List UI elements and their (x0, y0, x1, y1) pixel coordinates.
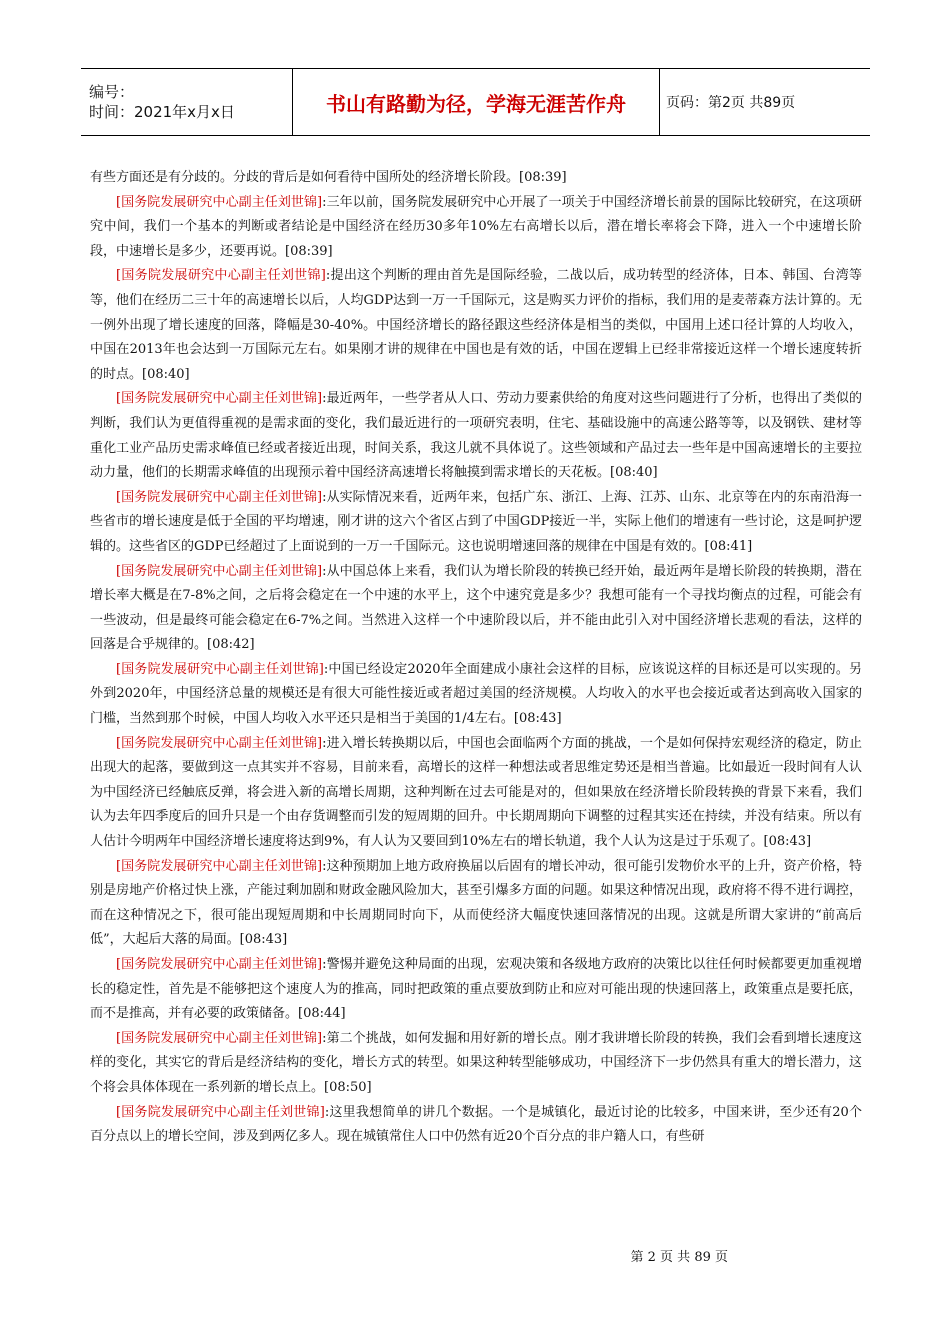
header-page (660, 69, 870, 135)
paragraph-text: :警惕并避免这种局面的出现，宏观决策和各级地方政府的决策比以往任何时候都要更加重视增长的稳定性，首先是不能够把这个速度人为的推高，同时把政策的重点要放到防止和应对可能出现的快速回落上，政策重点是要托底，而不是推高，并有必要的政策储备。[08:44] (90, 957, 862, 1022)
paragraph-text: :三年以前，国务院发展研究中心开展了一项关于中国经济增长前景的国际比较研究，在这项研究中间，我们一个基本的判断或者结论是中国经济在经历30多年10%左右高增长以后，潜在增长率将会下降，进入一个中速增长阶段，中速增长是多少，还要再说。[08:39] (90, 194, 862, 259)
paragraph (90, 387, 862, 485)
speaker-label: [国务院发展研究中心副主任刘世锦] (116, 957, 323, 972)
speaker-label: [国务院发展研究中心副主任刘世锦] (116, 391, 323, 407)
motto-text: 书山有路勤为径，学海无涯苦作舟 (326, 91, 626, 116)
header-motto (293, 69, 660, 135)
header-meta (81, 69, 293, 135)
paragraph-text: :这里我想简单的讲几个数据。一个是城镇化，最近讨论的比较多，中国来讲，至少还有20个百分点以上的增长空间，涉及到两亿多人。现在城镇常住人口中仍然有近20个百分点的非户籍人口，有些研 (90, 1104, 862, 1145)
paragraph-text: :从实际情况来看，近两年来，包括广东、浙江、上海、江苏、山东、北京等在内的东南沿海一些省市的增长速度是低于全国的平均增速，刚才讲的这六个省区占到了中国GDP接近一半，实际上他们的增速有一些讨论，这是呵护逻辑的。这些省区的GDP已经超过了上面说到的一万一千国际元。这也说明增速回落的规律在中国是有效的。[08:41] (90, 489, 862, 554)
speaker-label: [国务院发展研究中心副主任刘世锦] (116, 194, 323, 210)
speaker-label: [国务院发展研究中心副主任刘世锦] (116, 268, 326, 284)
page-label: 页码：第2页 共89页 (666, 95, 796, 111)
paragraph (90, 1027, 862, 1101)
speaker-label: [国务院发展研究中心副主任刘世锦] (116, 1030, 323, 1046)
document-body (90, 166, 862, 1150)
page-footer (0, 1246, 950, 1265)
paragraph-text: 有些方面还是有分歧的。分歧的背后是如何看待中国所处的经济增长阶段。[08:39] (90, 170, 567, 185)
footer-page-number: 第 2 页 共 89 页 (630, 1250, 728, 1265)
speaker-label: [国务院发展研究中心副主任刘世锦] (116, 489, 323, 505)
paragraph (90, 658, 862, 732)
paragraph (90, 1101, 862, 1150)
speaker-label: [国务院发展研究中心副主任刘世锦] (116, 563, 323, 579)
paragraph-text: :提出这个判断的理由首先是国际经验，二战以后，成功转型的经济体，日本、韩国、台湾等等，他们在经历二三十年的高速增长以后，人均GDP达到一万一千国际元，这是购买力评价的指标，我们用的是麦蒂森方法计算的。无一例外出现了增长速度的回落，降幅是30-40%。中国经济增长的路径跟这些经济体是相当的类似，中国用上述口径计算的人均收入，中国在2013年也会达到一万国际元左右。如果刚才讲的规律在中国也是有效的话，中国在逻辑上已经非常接近这样一个增长速度转折的时点。[08:40] (90, 268, 862, 382)
paragraph-text: :中国已经设定2020年全面建成小康社会这样的目标，应该说这样的目标还是可以实现的。另外到2020年，中国经济总量的规模还是有很大可能性接近或者超过美国的经济规模。人均收入的水平也会接近或者达到高收入国家的门槛，当然到那个时候，中国人均收入水平还只是相当于美国的1/4左右。[08:43] (90, 661, 862, 727)
speaker-label: [国务院发展研究中心副主任刘世锦] (116, 661, 324, 677)
paragraph (90, 953, 862, 1027)
paragraph (90, 166, 862, 191)
paragraph (90, 191, 862, 265)
date-label: 时间：2021年x月x日 (89, 103, 235, 121)
paragraph-text: :最近两年，一些学者从人口、劳动力要素供给的角度对这些问题进行了分析，也得出了类似的判断，我们认为更值得重视的是需求面的变化，我们最近进行的一项研究表明，住宅、基础设施中的高速公路等等，以及钢铁、建材等重化工业产品历史需求峰值已经或者接近出现，时间关系，我这儿就不具体说了。这些领域和产品过去一些年是中国高速增长的主要拉动力量，他们的长期需求峰值的出现预示着中国经济高速增长将触摸到需求增长的天花板。[08:40] (90, 391, 862, 481)
paragraph (90, 855, 862, 953)
paragraph-text: :第二个挑战，如何发掘和用好新的增长点。刚才我讲增长阶段的转换，我们会看到增长速度这样的变化，其实它的背后是经济结构的变化，增长方式的转型。如果这种转型能够成功，中国经济下一步仍然具有重大的增长潜力，这个将会具体体现在一系列新的增长点上。[08:50] (90, 1030, 862, 1095)
paragraph-text: :进入增长转换期以后，中国也会面临两个方面的挑战，一个是如何保持宏观经济的稳定，防止出现大的起落，要做到这一点其实并不容易，目前来看，高增长的这样一种想法或者思维定势还是相当普遍。比如最近一段时间有人认为中国经济已经触底反弹，将会进入新的高增长周期，这种判断在过去可能是对的，但如果放在经济增长阶段转换的背景下来看，我们认为去年四季度后的回升只是一个由存货调整而引发的短周期的回升。中长期周期向下调整的过程其实还在持续，并没有结束。所以有人估计今明两年中国经济增长速度将达到9%，有人认为又要回到10%左右的增长轨道，我个人认为这是过于乐观了。[08:43] (90, 735, 862, 850)
paragraph (90, 486, 862, 560)
page-header (81, 68, 870, 136)
speaker-label: [国务院发展研究中心副主任刘世锦] (116, 735, 323, 751)
speaker-label: [国务院发展研究中心副主任刘世锦] (116, 858, 323, 874)
paragraph (90, 264, 862, 387)
number-label: 编号： (89, 83, 135, 101)
speaker-label: [国务院发展研究中心副主任刘世锦] (116, 1104, 325, 1120)
paragraph-text: :从中国总体上来看，我们认为增长阶段的转换已经开始，最近两年是增长阶段的转换期，潜在增长率大概是在7-8%之间，之后将会稳定在一个中速的水平上，这个中速究竟是多少？我想可能有一个寻找均衡点的过程，可能会有一些波动，但是最终可能会稳定在6-7%之间。当然进入这样一个中速阶段以后，并不能由此引入对中国经济增长悲观的看法，这样的回落是合乎规律的。[08:42] (90, 563, 862, 653)
paragraph (90, 560, 862, 658)
paragraph (90, 732, 862, 855)
paragraph-text: :这种预期加上地方政府换届以后固有的增长冲动，很可能引发物价水平的上升，资产价格，特别是房地产价格过快上涨，产能过剩加剧和财政金融风险加大，甚至引爆多方面的问题。如果这种情况出现，政府将不得不进行调控，而在这种情况之下，很可能出现短周期和中长周期同时向下，从而使经济大幅度快速回落情况的出现。这就是所谓大家讲的“前高后低”，大起后大落的局面。[08:43] (90, 858, 862, 948)
